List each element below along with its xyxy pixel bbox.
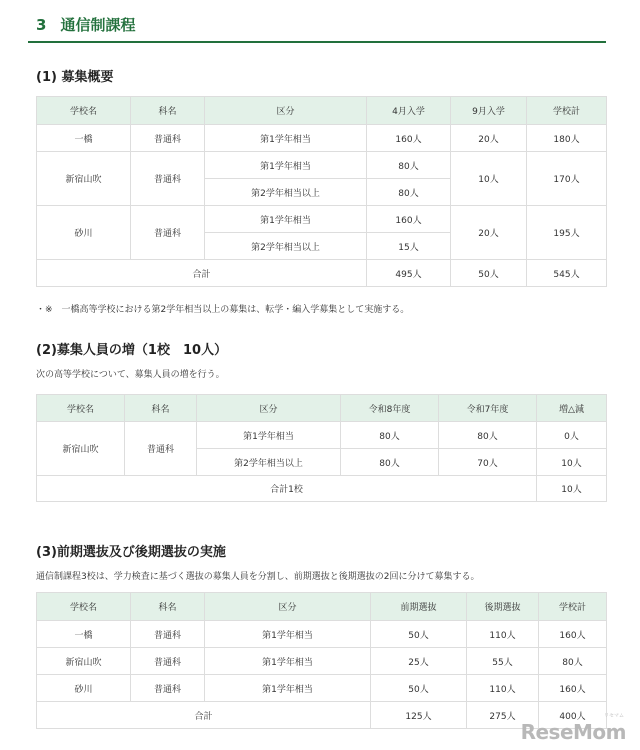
april-cell: 80人 — [367, 152, 451, 179]
school-name-cell: 一橋 — [37, 621, 131, 648]
april-cell: 80人 — [367, 179, 451, 206]
april-cell: 160人 — [367, 125, 451, 152]
table-row — [37, 675, 607, 702]
logo-text: ReseMom — [520, 720, 626, 744]
logo-reading: リセマム — [604, 713, 624, 719]
column-header: 前期選抜 — [371, 593, 467, 621]
table-row — [37, 621, 607, 648]
table-header-row — [37, 395, 607, 422]
change-cell: 0人 — [537, 422, 607, 449]
column-header: 令和7年度 — [439, 395, 537, 422]
table-total-row — [37, 476, 607, 502]
change-cell: 10人 — [537, 449, 607, 476]
column-header: 科名 — [125, 395, 197, 422]
table-row — [37, 125, 607, 152]
school-name-cell: 砂川 — [37, 206, 131, 260]
column-header: 科名 — [131, 593, 205, 621]
column-header: 科名 — [131, 97, 205, 125]
school-total-cell: 180人 — [527, 125, 607, 152]
category-cell: 第2学年相当以上 — [205, 179, 367, 206]
column-header: 学校名 — [37, 97, 131, 125]
table-row — [37, 422, 607, 449]
reiwa8-cell: 80人 — [341, 422, 439, 449]
category-cell: 第1学年相当 — [205, 621, 371, 648]
course-cell: 普通科 — [131, 675, 205, 702]
column-header: 令和8年度 — [341, 395, 439, 422]
category-cell: 第1学年相当 — [205, 206, 367, 233]
increase-table — [36, 394, 607, 502]
september-cell: 20人 — [451, 125, 527, 152]
category-cell: 第2学年相当以上 — [197, 449, 341, 476]
late-selection-cell: 110人 — [467, 675, 539, 702]
total-label-cell: 合計 — [37, 260, 367, 287]
table-header-row — [37, 593, 607, 621]
column-header: 学校名 — [37, 593, 131, 621]
school-name-cell: 一橋 — [37, 125, 131, 152]
grand-total-cell: 400人 — [539, 702, 607, 729]
table-row — [37, 648, 607, 675]
section-number: 3 — [36, 16, 47, 34]
september-cell: 10人 — [451, 152, 527, 206]
course-cell: 普通科 — [131, 621, 205, 648]
total-label-cell: 合計1校 — [37, 476, 537, 502]
subsection-title-selection: (3)前期選抜及び後期選抜の実施 — [36, 545, 226, 560]
column-header: 後期選抜 — [467, 593, 539, 621]
column-header: 学校計 — [527, 97, 607, 125]
table-row — [37, 206, 607, 233]
early-selection-cell: 25人 — [371, 648, 467, 675]
selection-table — [36, 592, 607, 729]
column-header: 9月入学 — [451, 97, 527, 125]
course-cell: 普通科 — [131, 152, 205, 206]
course-cell: 普通科 — [131, 648, 205, 675]
table-row — [37, 152, 607, 179]
category-cell: 第1学年相当 — [205, 125, 367, 152]
column-header: 区分 — [197, 395, 341, 422]
category-cell: 第2学年相当以上 — [205, 233, 367, 260]
course-cell: 普通科 — [131, 125, 205, 152]
late-total-cell: 275人 — [467, 702, 539, 729]
school-total-cell: 160人 — [539, 675, 607, 702]
early-selection-cell: 50人 — [371, 621, 467, 648]
early-total-cell: 125人 — [371, 702, 467, 729]
category-cell: 第1学年相当 — [205, 648, 371, 675]
school-total-cell: 170人 — [527, 152, 607, 206]
column-header: 学校名 — [37, 395, 125, 422]
column-header: 学校計 — [539, 593, 607, 621]
late-selection-cell: 55人 — [467, 648, 539, 675]
category-cell: 第1学年相当 — [205, 152, 367, 179]
recruitment-overview-table — [36, 96, 607, 287]
category-cell: 第1学年相当 — [197, 422, 341, 449]
total-label-cell: 合計 — [37, 702, 371, 729]
course-cell: 普通科 — [131, 206, 205, 260]
change-total-cell: 10人 — [537, 476, 607, 502]
september-total-cell: 50人 — [451, 260, 527, 287]
table-header-row — [37, 97, 607, 125]
table-total-row — [37, 260, 607, 287]
april-cell: 15人 — [367, 233, 451, 260]
section-divider — [28, 41, 606, 43]
subsection-description: 通信制課程3校は、学力検査に基づく選抜の募集人員を分割し、前期選抜と後期選抜の2回に分けて募集する。 — [36, 572, 480, 582]
subsection-description: 次の高等学校について、募集人員の増を行う。 — [36, 370, 225, 380]
section-title-text: 通信制課程 — [60, 16, 136, 34]
school-total-cell: 160人 — [539, 621, 607, 648]
school-name-cell: 新宿山吹 — [37, 422, 125, 476]
subsection-title-increase: (2)募集人員の増（1校 10人） — [36, 343, 228, 358]
grand-total-cell: 545人 — [527, 260, 607, 287]
school-name-cell: 新宿山吹 — [37, 648, 131, 675]
subsection-title-recruitment-overview: (1) 募集概要 — [36, 70, 114, 85]
school-name-cell: 新宿山吹 — [37, 152, 131, 206]
early-selection-cell: 50人 — [371, 675, 467, 702]
april-cell: 160人 — [367, 206, 451, 233]
column-header: 区分 — [205, 97, 367, 125]
reiwa8-cell: 80人 — [341, 449, 439, 476]
column-header: 増△減 — [537, 395, 607, 422]
column-header: 4月入学 — [367, 97, 451, 125]
april-total-cell: 495人 — [367, 260, 451, 287]
section-heading — [36, 14, 135, 35]
september-cell: 20人 — [451, 206, 527, 260]
course-cell: 普通科 — [125, 422, 197, 476]
school-total-cell: 80人 — [539, 648, 607, 675]
footnote: ・※ 一橋高等学校における第2学年相当以上の募集は、転学・編入学募集として実施する。 — [36, 305, 410, 315]
category-cell: 第1学年相当 — [205, 675, 371, 702]
reiwa7-cell: 80人 — [439, 422, 537, 449]
school-name-cell: 砂川 — [37, 675, 131, 702]
school-total-cell: 195人 — [527, 206, 607, 260]
late-selection-cell: 110人 — [467, 621, 539, 648]
reiwa7-cell: 70人 — [439, 449, 537, 476]
column-header: 区分 — [205, 593, 371, 621]
